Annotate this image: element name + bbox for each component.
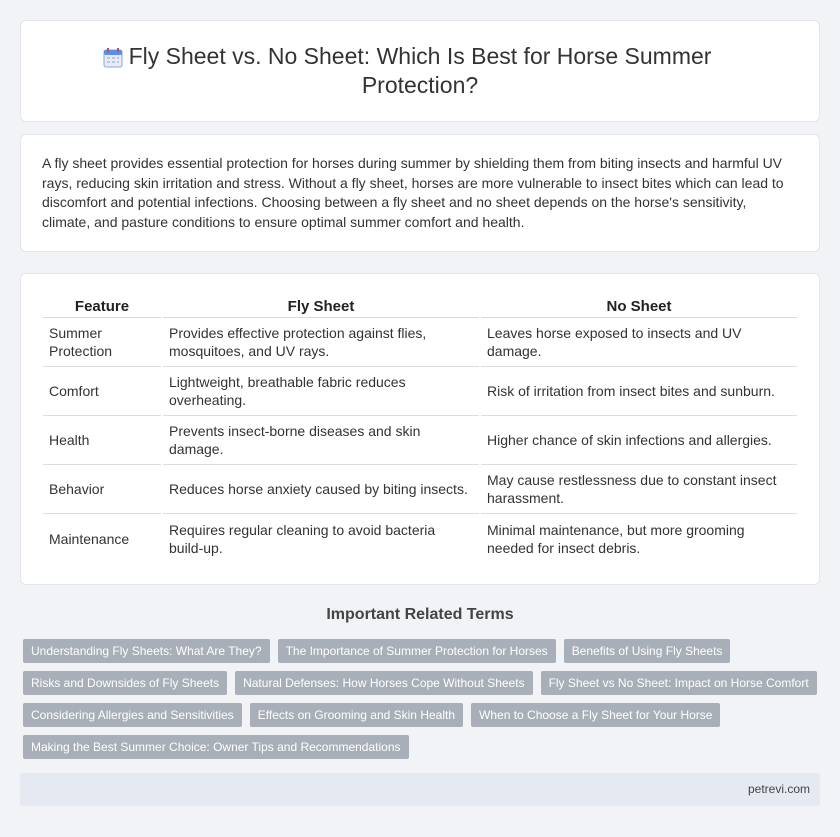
related-term-tag[interactable]: Understanding Fly Sheets: What Are They? (23, 639, 270, 663)
table-cell-fly-sheet: Lightweight, breathable fabric reduces overheating. (163, 367, 479, 416)
related-term-tag[interactable]: Considering Allergies and Sensitivities (23, 703, 242, 727)
table-cell-fly-sheet: Provides effective protection against flies, mosquitoes, and UV rays. (163, 318, 479, 367)
table-cell-fly-sheet: Prevents insect-borne diseases and skin damage. (163, 416, 479, 465)
related-terms-heading: Important Related Terms (326, 606, 514, 623)
table-cell-no-sheet: Leaves horse exposed to insects and UV damage. (481, 318, 797, 367)
related-term-tag[interactable]: Effects on Grooming and Skin Health (250, 703, 463, 727)
related-term-tag[interactable]: Benefits of Using Fly Sheets (564, 639, 731, 663)
table-cell-no-sheet: Minimal maintenance, but more grooming needed for insect debris. (487, 521, 745, 556)
related-term-tag[interactable]: Making the Best Summer Choice: Owner Tips and Recommendations (23, 735, 409, 759)
table-cell-no-sheet: May cause restlessness due to constant insect harassment. (481, 465, 797, 514)
table-cell-no-sheet: Higher chance of skin infections and allergies. (481, 416, 797, 465)
table-cell-feature: Comfort (43, 367, 161, 416)
title-card (20, 20, 820, 122)
related-term-tag[interactable]: The Importance of Summer Protection for Horses (278, 639, 556, 663)
table-row (43, 367, 797, 416)
table-cell-fly-sheet: Requires regular cleaning to avoid bacteria build-up. (169, 521, 436, 556)
header-no-sheet: No Sheet (481, 296, 797, 318)
table-cell-feature: Behavior (43, 465, 161, 514)
table-cell-feature: Health (43, 416, 161, 465)
table-row (43, 514, 797, 563)
comparison-table (41, 296, 799, 563)
header-fly-sheet: Fly Sheet (163, 296, 479, 318)
related-term-tag[interactable]: Natural Defenses: How Horses Cope Without Sheets (235, 671, 532, 695)
header-feature: Feature (43, 296, 161, 318)
related-terms-list (23, 639, 823, 767)
footer-site-link[interactable]: petrevi.com (747, 782, 810, 796)
table-cell-fly-sheet: Reduces horse anxiety caused by biting insects. (163, 465, 479, 514)
footer (20, 773, 820, 806)
table-cell-feature: Maintenance (49, 530, 130, 547)
table-header-row (43, 296, 797, 318)
intro-paragraph: A fly sheet provides essential protection for horses during summer by shielding them from biting insects and harmful UV rays, reducing skin irritation and stress. Without a fly sheet, horses are more vulnerable to insect bites which can lead to discomfort and potential infections. Choosing between a fly sheet and no sheet depends on the horse's sensitivity, climate, and pasture conditions to ensure optimal summer comfort and health. (42, 155, 784, 230)
related-term-tag[interactable]: Fly Sheet vs No Sheet: Impact on Horse Comfort (541, 671, 817, 695)
table-row (43, 318, 797, 367)
intro-card (20, 134, 820, 252)
table-row (43, 416, 797, 465)
related-term-tag[interactable]: Risks and Downsides of Fly Sheets (23, 671, 227, 695)
page-title: Fly Sheet vs. No Sheet: Which Is Best for Horse Summer Protection? (128, 43, 712, 98)
table-cell-feature: Summer Protection (43, 318, 161, 367)
table-cell-no-sheet: Risk of irritation from insect bites and sunburn. (481, 367, 797, 416)
related-term-tag[interactable]: When to Choose a Fly Sheet for Your Horse (471, 703, 720, 727)
comparison-card (20, 273, 820, 585)
table-row (43, 465, 797, 514)
